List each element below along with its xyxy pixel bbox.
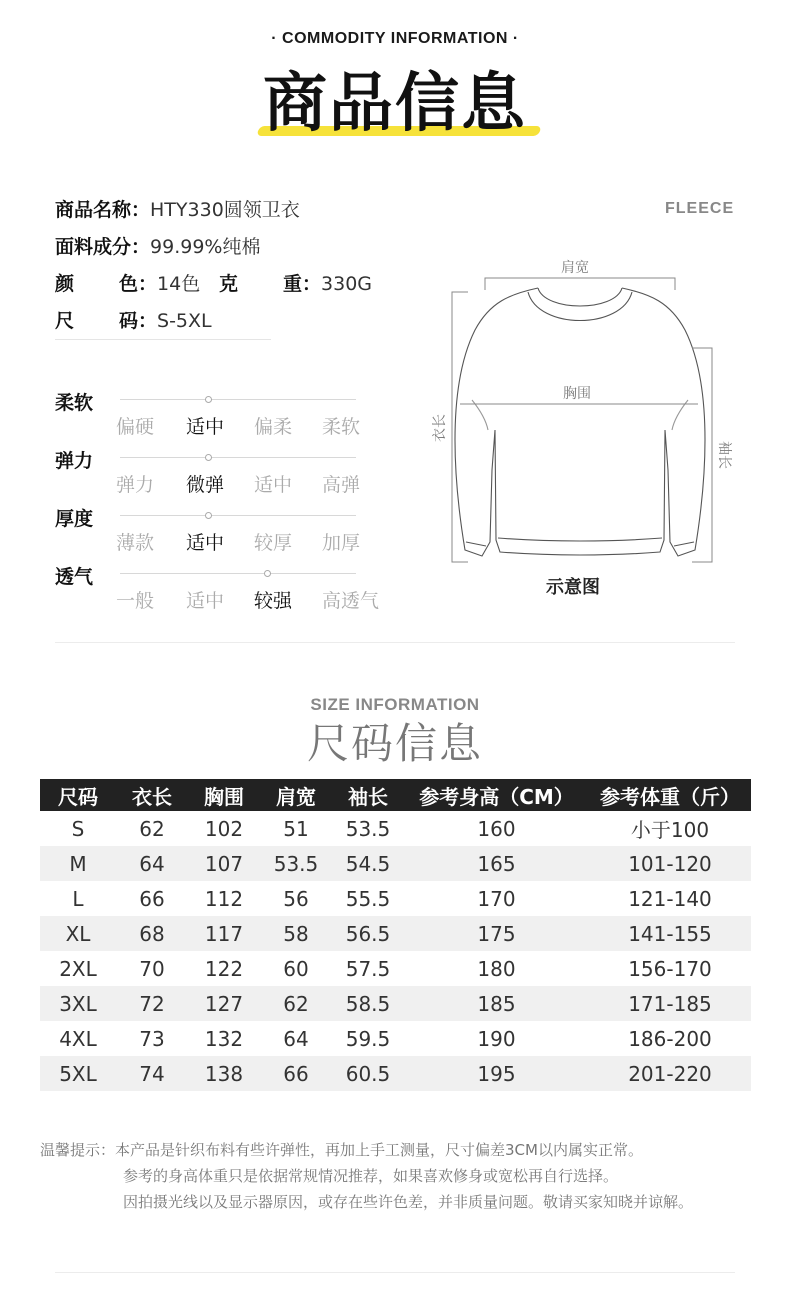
attribute-option: 适中 — [186, 532, 225, 554]
attribute-track — [120, 515, 356, 516]
table-cell: 64 — [116, 846, 188, 881]
fabric-label: 面料成分： — [55, 236, 151, 258]
table-cell: 4XL — [59, 1026, 97, 1051]
attribute-option: 较强 — [254, 590, 293, 612]
table-cell: 72 — [116, 986, 188, 1021]
info-divider — [55, 339, 271, 340]
table-cell: 121-140 — [628, 886, 712, 911]
column-header: 参考身高（CM） — [404, 779, 589, 811]
table-cell: 5XL — [40, 1056, 116, 1091]
table-row — [40, 881, 751, 916]
attribute-track — [120, 573, 356, 574]
table-cell: 74 — [116, 1056, 188, 1091]
table-cell: 107 — [188, 846, 260, 881]
table-cell: 102 — [204, 816, 244, 841]
name-label: 商品名称： — [55, 199, 151, 221]
table-cell: 185 — [404, 986, 589, 1021]
table-cell: 171-185 — [589, 986, 751, 1021]
table-cell: 58 — [260, 916, 332, 951]
size-info-title: 尺码信息 — [306, 719, 483, 768]
chest-label: 胸围 — [563, 386, 591, 402]
color-label-colon: 色： — [119, 273, 158, 295]
table-row — [40, 846, 751, 881]
table-cell: 138 — [188, 1056, 260, 1091]
size-table-body — [40, 811, 751, 1091]
length-label: 衣长 — [432, 414, 448, 442]
size-table — [40, 779, 751, 1091]
tips — [40, 1137, 693, 1215]
name-value: HTY330圆领卫衣 — [150, 199, 300, 221]
table-cell: 180 — [477, 956, 516, 981]
attribute-indicator — [205, 454, 212, 461]
attribute-option: 偏柔 — [254, 416, 293, 438]
attribute-indicator — [205, 512, 212, 519]
table-cell: 64 — [283, 1026, 309, 1051]
table-row — [40, 1056, 751, 1091]
table-cell: 195 — [404, 1056, 589, 1091]
table-cell: M — [40, 846, 116, 881]
attribute-indicator — [205, 396, 212, 403]
attribute-option: 适中 — [186, 590, 225, 612]
column-header: 参考体重（斤） — [589, 779, 751, 811]
info-row-fabric — [55, 229, 372, 266]
table-cell: 175 — [404, 916, 589, 951]
table-cell: 小于100 — [630, 818, 710, 842]
section-divider — [55, 642, 735, 643]
table-cell: 62 — [260, 986, 332, 1021]
attribute-track — [120, 399, 356, 400]
attribute-option: 适中 — [254, 474, 293, 496]
attribute-option: 较厚 — [254, 532, 293, 554]
table-cell: 141-155 — [589, 916, 751, 951]
product-info — [55, 192, 372, 340]
size-label-colon: 码： — [119, 310, 158, 332]
weight-label-colon: 重： — [283, 273, 322, 295]
table-cell: 62 — [139, 816, 165, 841]
table-cell: 59.5 — [345, 1026, 391, 1051]
page-title: 商品信息 — [263, 67, 527, 141]
attribute-option: 一般 — [116, 590, 155, 612]
table-row — [40, 1021, 751, 1056]
attribute-option: 适中 — [186, 416, 225, 438]
tip-line-3: 因拍摄光线以及显示器原因，或存在些许色差，并非质量问题。敬请买家知晓并谅解。 — [123, 1193, 694, 1211]
weight-value: 330G — [321, 273, 373, 295]
commodity-info-heading: · COMMODITY INFORMATION · — [271, 30, 519, 47]
table-cell: 101-120 — [589, 846, 751, 881]
table-cell: 201-220 — [589, 1056, 751, 1091]
attribute-label: 厚度 — [55, 508, 94, 530]
table-row — [40, 986, 751, 1021]
table-cell: 60 — [283, 956, 309, 981]
table-cell: 3XL — [40, 986, 116, 1021]
info-row-size — [55, 303, 372, 340]
table-cell: 127 — [188, 986, 260, 1021]
table-row — [40, 916, 751, 951]
table-cell: 170 — [477, 886, 516, 911]
diagram-caption: 示意图 — [546, 577, 600, 598]
table-cell: 53.5 — [345, 816, 391, 841]
table-cell: 56.5 — [332, 916, 404, 951]
attribute-option: 微弹 — [186, 474, 225, 496]
info-row-name — [55, 192, 372, 229]
table-cell: 68 — [116, 916, 188, 951]
table-cell: 55.5 — [345, 886, 391, 911]
color-value: 14色 — [157, 273, 201, 295]
table-row — [40, 951, 751, 986]
table-cell: 57.5 — [345, 956, 391, 981]
attribute-option: 薄款 — [116, 532, 155, 554]
table-cell: 51 — [283, 816, 309, 841]
attribute-option: 柔软 — [322, 416, 361, 438]
shoulder-label: 肩宽 — [561, 260, 589, 276]
table-cell: 112 — [204, 886, 244, 911]
weight-label: 克 — [219, 273, 239, 295]
column-header: 尺码 — [40, 779, 116, 811]
fabric-value: 99.99%纯棉 — [150, 236, 261, 258]
table-cell: 190 — [477, 1026, 516, 1051]
column-header: 肩宽 — [260, 779, 332, 811]
color-label: 颜 — [55, 273, 75, 295]
table-cell: 53.5 — [260, 846, 332, 881]
size-table-header — [40, 779, 751, 811]
table-cell: XL — [40, 916, 116, 951]
attribute-option: 高弹 — [322, 474, 361, 496]
table-cell: 56 — [283, 886, 309, 911]
table-cell: 2XL — [59, 956, 97, 981]
attribute-option: 偏硬 — [116, 416, 155, 438]
info-row-color-weight — [55, 266, 372, 303]
attribute-label: 透气 — [55, 566, 94, 588]
attribute-label: 弹力 — [55, 450, 94, 472]
table-cell: 54.5 — [332, 846, 404, 881]
table-cell: 122 — [204, 956, 244, 981]
tip-line-1: 温馨提示：本产品是针织布料有些许弹性，再加上手工测量，尺寸偏差3CM以内属实正常。 — [40, 1141, 643, 1159]
table-cell: L — [72, 886, 84, 911]
table-row — [40, 811, 751, 846]
attribute-option: 高透气 — [322, 590, 380, 612]
attribute-indicator — [264, 570, 271, 577]
table-cell: 186-200 — [628, 1026, 712, 1051]
table-cell: 160 — [477, 816, 516, 841]
tip-line-2: 参考的身高体重只是依据常规情况推荐，如果喜欢修身或宽松再自行选择。 — [123, 1167, 619, 1185]
table-cell: 117 — [188, 916, 260, 951]
size-value: S-5XL — [157, 310, 212, 332]
table-cell: S — [71, 816, 85, 841]
table-cell: 60.5 — [332, 1056, 404, 1091]
table-cell: 73 — [139, 1026, 165, 1051]
table-cell: 66 — [139, 886, 165, 911]
attribute-option: 加厚 — [322, 532, 361, 554]
column-header: 胸围 — [188, 779, 260, 811]
fleece-label: FLEECE — [665, 200, 735, 217]
table-cell: 165 — [404, 846, 589, 881]
size-info-heading: SIZE INFORMATION — [310, 695, 480, 714]
table-cell: 156-170 — [628, 956, 712, 981]
sleeve-label: 袖长 — [716, 441, 732, 469]
size-label: 尺 — [55, 310, 75, 332]
column-header: 衣长 — [116, 779, 188, 811]
bottom-divider — [55, 1272, 735, 1273]
attribute-track — [120, 457, 356, 458]
attribute-label: 柔软 — [55, 392, 94, 414]
table-cell: 66 — [260, 1056, 332, 1091]
sweatshirt-diagram — [430, 250, 730, 580]
attribute-option: 弹力 — [116, 474, 155, 496]
table-cell: 58.5 — [332, 986, 404, 1021]
column-header: 袖长 — [332, 779, 404, 811]
table-cell: 70 — [139, 956, 165, 981]
table-cell: 132 — [204, 1026, 244, 1051]
